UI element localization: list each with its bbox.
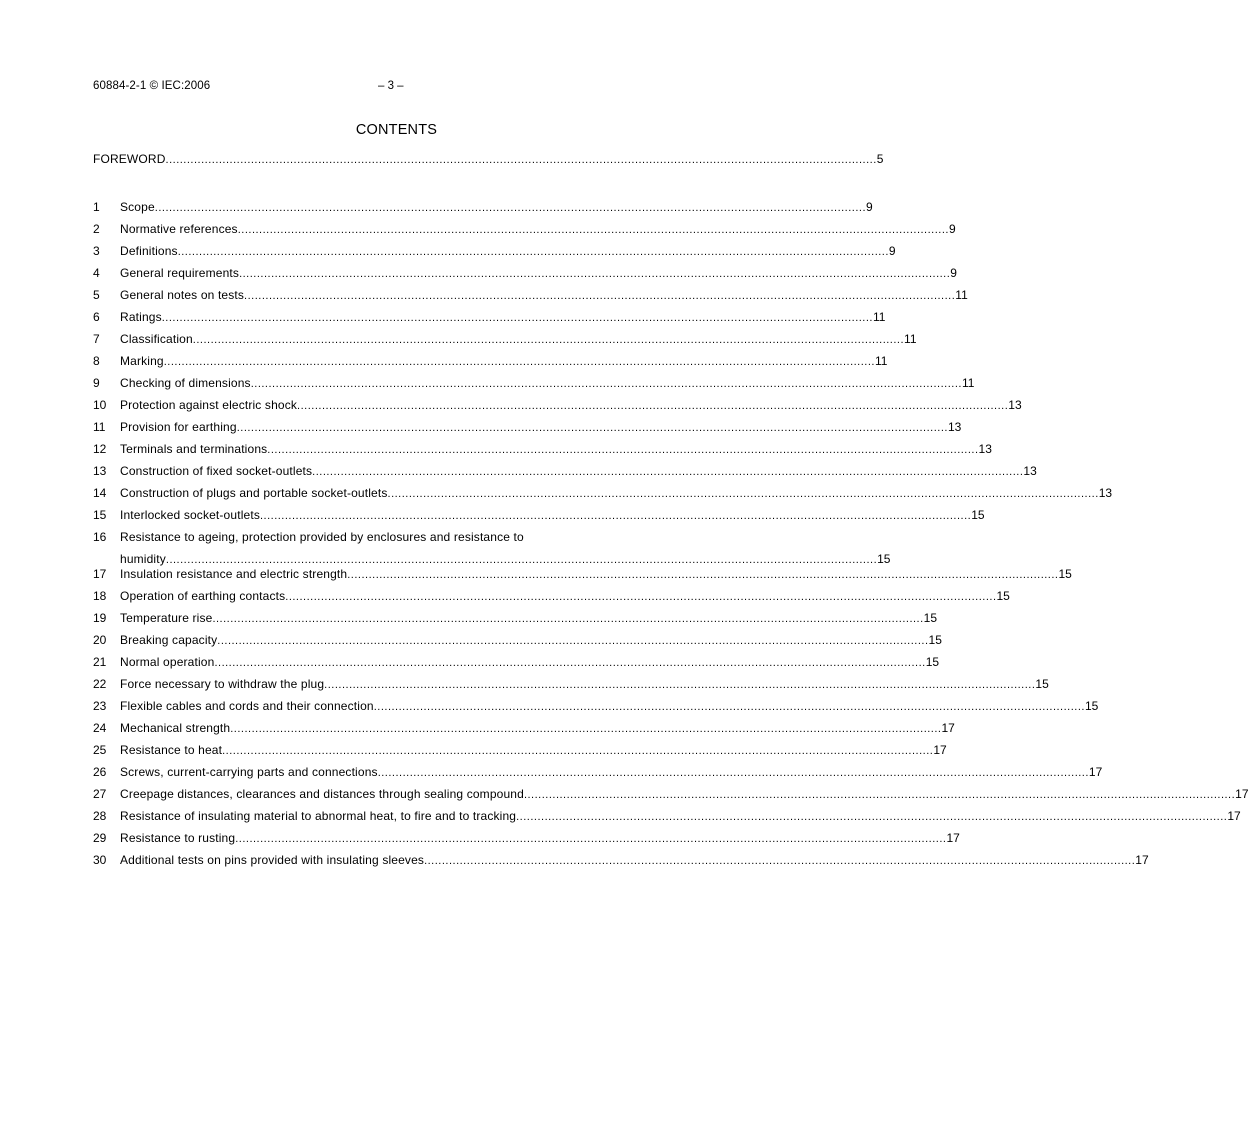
toc-entry-title: Insulation resistance and electric strength — [120, 567, 348, 581]
toc-entry-9[interactable] — [93, 376, 975, 390]
dot-leader: ........................................................................................................................................................................................................ — [347, 569, 1059, 581]
toc-entry-title: Construction of fixed socket-outlets — [120, 464, 313, 478]
toc-entry-page: 15 — [1058, 567, 1072, 581]
toc-entry-page: 5 — [876, 152, 884, 166]
toc-entry-3[interactable] — [93, 244, 896, 258]
toc-entry-page: 15 — [925, 655, 940, 669]
toc-entry-page: 9 — [948, 222, 956, 236]
toc-entry-title: Resistance to rusting — [120, 831, 236, 845]
dot-leader: ........................................................................................................................................................................................................ — [236, 422, 948, 434]
dot-leader: ........................................................................................................................................................................................................ — [250, 378, 962, 390]
toc-entry-page: 17 — [941, 721, 955, 735]
dot-leader: ........................................................................................................................................................................................................ — [222, 745, 934, 757]
toc-entry-foreword[interactable] — [93, 152, 884, 166]
toc-entry-title: Temperature rise — [120, 611, 213, 625]
dot-leader: ........................................................................................................................................................................................................ — [165, 554, 878, 566]
dot-leader: ........................................................................................................................................................................................................ — [523, 789, 1236, 801]
toc-entry-2[interactable] — [93, 222, 956, 236]
toc-entry-17[interactable] — [93, 567, 1072, 581]
toc-entry-number: 13 — [93, 464, 107, 478]
toc-entry-title: Scope — [120, 200, 155, 214]
dot-leader: ........................................................................................................................................................................................................ — [324, 679, 1036, 691]
toc-entry-10[interactable] — [93, 398, 1022, 412]
toc-entry-page: 15 — [877, 552, 891, 566]
toc-entry-1[interactable] — [93, 200, 873, 214]
toc-entry-title: Additional tests on pins provided with insulating sleeves — [120, 853, 425, 867]
toc-entry-number: 28 — [93, 809, 107, 823]
toc-entry-number: 16 — [93, 530, 107, 544]
document-id: 60884-2-1 © IEC:2006 — [93, 80, 211, 92]
toc-entry-26[interactable] — [93, 765, 1103, 779]
toc-entry-title: Resistance to ageing, protection provided by enclosures and resistance to — [120, 530, 524, 544]
toc-entry-number: 17 — [93, 567, 107, 581]
toc-entry-page: 17 — [1235, 787, 1249, 801]
toc-entry-title: Classification — [120, 332, 193, 346]
toc-entry-title: Ratings — [120, 310, 162, 324]
toc-entry-number: 6 — [93, 310, 100, 324]
dot-leader: ........................................................................................................................................................................................................ — [267, 444, 979, 456]
toc-entry-title: FOREWORD — [93, 152, 166, 166]
dot-leader: ........................................................................................................................................................................................................ — [387, 488, 1099, 500]
dot-leader: ........................................................................................................................................................................................................ — [516, 811, 1228, 823]
toc-entry-page: 11 — [961, 376, 975, 390]
toc-entry-title: Marking — [120, 354, 164, 368]
toc-entry-number: 18 — [93, 589, 107, 603]
toc-entry-number: 20 — [93, 633, 107, 647]
toc-entry-number: 11 — [93, 420, 106, 434]
toc-entry-number: 24 — [93, 721, 107, 735]
dot-leader: ........................................................................................................................................................................................................ — [217, 635, 929, 647]
toc-entry-title: Terminals and terminations — [120, 442, 268, 456]
toc-entry-11[interactable] — [93, 420, 962, 434]
toc-entry-number: 15 — [93, 508, 107, 522]
toc-entry-number: 9 — [93, 376, 100, 390]
dot-leader: ........................................................................................................................................................................................................ — [214, 657, 926, 669]
toc-entry-title: Creepage distances, clearances and distances through sealing compound — [120, 787, 524, 801]
toc-entry-page: 11 — [904, 332, 917, 346]
toc-entry-24[interactable] — [93, 721, 955, 735]
dot-leader: ........................................................................................................................................................................................................ — [297, 400, 1009, 412]
page-number: – 3 – — [378, 80, 404, 92]
toc-entry-29[interactable] — [93, 831, 960, 845]
toc-entry-page: 11 — [872, 310, 886, 324]
toc-entry-14[interactable] — [93, 486, 1113, 500]
toc-entry-15[interactable] — [93, 508, 985, 522]
toc-entry-page: 17 — [1227, 809, 1241, 823]
toc-entry-page: 15 — [1035, 677, 1049, 691]
toc-entry-30[interactable] — [93, 853, 1149, 867]
contents-title: CONTENTS — [355, 122, 438, 138]
toc-entry-number: 8 — [93, 354, 100, 368]
toc-entry-number: 12 — [93, 442, 107, 456]
toc-entry-page: 15 — [928, 633, 942, 647]
toc-entry-22[interactable] — [93, 677, 1049, 691]
toc-entry-number: 3 — [93, 244, 100, 258]
toc-entry-number: 4 — [93, 266, 100, 280]
toc-entry-27[interactable] — [93, 787, 1249, 801]
dot-leader: ........................................................................................................................................................................................................ — [212, 613, 924, 625]
dot-leader: ........................................................................................................................................................................................................ — [192, 334, 905, 346]
toc-entry-13[interactable] — [93, 464, 1037, 478]
toc-entry-5[interactable] — [93, 288, 968, 302]
toc-entry-19[interactable] — [93, 611, 938, 625]
toc-entry-title: Checking of dimensions — [120, 376, 251, 390]
dot-leader: ........................................................................................................................................................................................................ — [239, 268, 951, 280]
toc-entry-page: 11 — [955, 288, 968, 302]
toc-entry-title: Screws, current-carrying parts and connections — [120, 765, 378, 779]
toc-entry-page: 17 — [1088, 765, 1103, 779]
toc-entry-title: Resistance of insulating material to abnormal heat, to fire and to tracking — [120, 809, 517, 823]
toc-entry-title: Operation of earthing contacts — [120, 589, 286, 603]
toc-entry-23[interactable] — [93, 699, 1099, 713]
toc-entry-page: 9 — [950, 266, 957, 280]
toc-entry-16[interactable] — [93, 530, 891, 566]
toc-entry-18[interactable] — [93, 589, 1010, 603]
toc-entry-title: Breaking capacity — [120, 633, 218, 647]
toc-entry-title: General requirements — [120, 266, 240, 280]
toc-entry-title: Resistance to heat — [120, 743, 223, 757]
toc-entry-page: 13 — [978, 442, 992, 456]
toc-entry-6[interactable] — [93, 310, 886, 324]
toc-entry-number: 22 — [93, 677, 107, 691]
toc-entry-number: 7 — [93, 332, 100, 346]
toc-entry-page: 13 — [1008, 398, 1022, 412]
toc-entry-20[interactable] — [93, 633, 942, 647]
toc-entry-page: 15 — [923, 611, 938, 625]
toc-entry-page: 13 — [1023, 464, 1037, 478]
toc-entry-page: 11 — [874, 354, 888, 368]
toc-entry-title-continued: humidity — [120, 552, 166, 566]
dot-leader: ........................................................................................................................................................................................................ — [373, 701, 1085, 713]
toc-entry-page: 17 — [933, 743, 947, 757]
toc-entry-number: 2 — [93, 222, 100, 236]
toc-entry-number: 23 — [93, 699, 107, 713]
toc-entry-title: Definitions — [120, 244, 178, 258]
toc-entry-title: General notes on tests — [120, 288, 245, 302]
dot-leader: ........................................................................................................................................................................................................ — [235, 833, 947, 845]
dot-leader: ........................................................................................................................................................................................................ — [237, 224, 949, 236]
toc-entry-title: Protection against electric shock — [120, 398, 298, 412]
toc-entry-page: 9 — [866, 200, 873, 214]
toc-entry-title: Flexible cables and cords and their connection — [120, 699, 374, 713]
toc-entry-page: 13 — [947, 420, 962, 434]
toc-entry-page: 15 — [971, 508, 985, 522]
dot-leader: ........................................................................................................................................................................................................ — [377, 767, 1089, 779]
toc-entry-title: Interlocked socket-outlets — [120, 508, 260, 522]
toc-entry-8[interactable] — [93, 354, 888, 368]
toc-entry-number: 29 — [93, 831, 107, 845]
dot-leader: ........................................................................................................................................................................................................ — [177, 246, 889, 258]
dot-leader: ........................................................................................................................................................................................................ — [230, 723, 942, 735]
toc-entry-number: 1 — [93, 200, 100, 214]
toc-entry-title: Construction of plugs and portable socket-outlets — [120, 486, 388, 500]
toc-entry-number: 26 — [93, 765, 107, 779]
toc-entry-number: 25 — [93, 743, 107, 757]
toc-entry-21[interactable] — [93, 655, 940, 669]
dot-leader: ........................................................................................................................................................................................................ — [424, 855, 1136, 867]
toc-entry-number: 14 — [93, 486, 107, 500]
toc-entry-number: 30 — [93, 853, 107, 867]
toc-entry-page: 9 — [888, 244, 896, 258]
toc-entry-4[interactable] — [93, 266, 957, 280]
toc-entry-page: 15 — [996, 589, 1010, 603]
toc-entry-page: 13 — [1098, 486, 1113, 500]
dot-leader: ........................................................................................................................................................................................................ — [165, 154, 877, 166]
toc-entry-number: 10 — [93, 398, 107, 412]
dot-leader: ........................................................................................................................................................................................................ — [312, 466, 1024, 478]
toc-entry-page: 17 — [1135, 853, 1149, 867]
dot-leader: ........................................................................................................................................................................................................ — [161, 312, 873, 324]
toc-entry-number: 5 — [93, 288, 100, 302]
toc-entry-number: 27 — [93, 787, 107, 801]
toc-entry-title: Normal operation — [120, 655, 215, 669]
toc-entry-25[interactable] — [93, 743, 947, 757]
dot-leader: ........................................................................................................................................................................................................ — [154, 202, 867, 214]
dot-leader: ........................................................................................................................................................................................................ — [259, 510, 972, 522]
toc-entry-number: 19 — [93, 611, 107, 625]
toc-entry-page: 15 — [1084, 699, 1099, 713]
dot-leader: ........................................................................................................................................................................................................ — [244, 290, 956, 302]
dot-leader: ........................................................................................................................................................................................................ — [285, 591, 997, 603]
toc-entry-7[interactable] — [93, 332, 917, 346]
dot-leader: ........................................................................................................................................................................................................ — [163, 356, 875, 368]
toc-entry-number: 21 — [93, 655, 107, 669]
toc-entry-12[interactable] — [93, 442, 992, 456]
toc-entry-page: 17 — [946, 831, 960, 845]
toc-entry-title: Force necessary to withdraw the plug — [120, 677, 325, 691]
toc-entry-title: Provision for earthing — [120, 420, 237, 434]
toc-entry-title: Normative references — [120, 222, 238, 236]
toc-entry-28[interactable] — [93, 809, 1241, 823]
toc-entry-title: Mechanical strength — [120, 721, 231, 735]
